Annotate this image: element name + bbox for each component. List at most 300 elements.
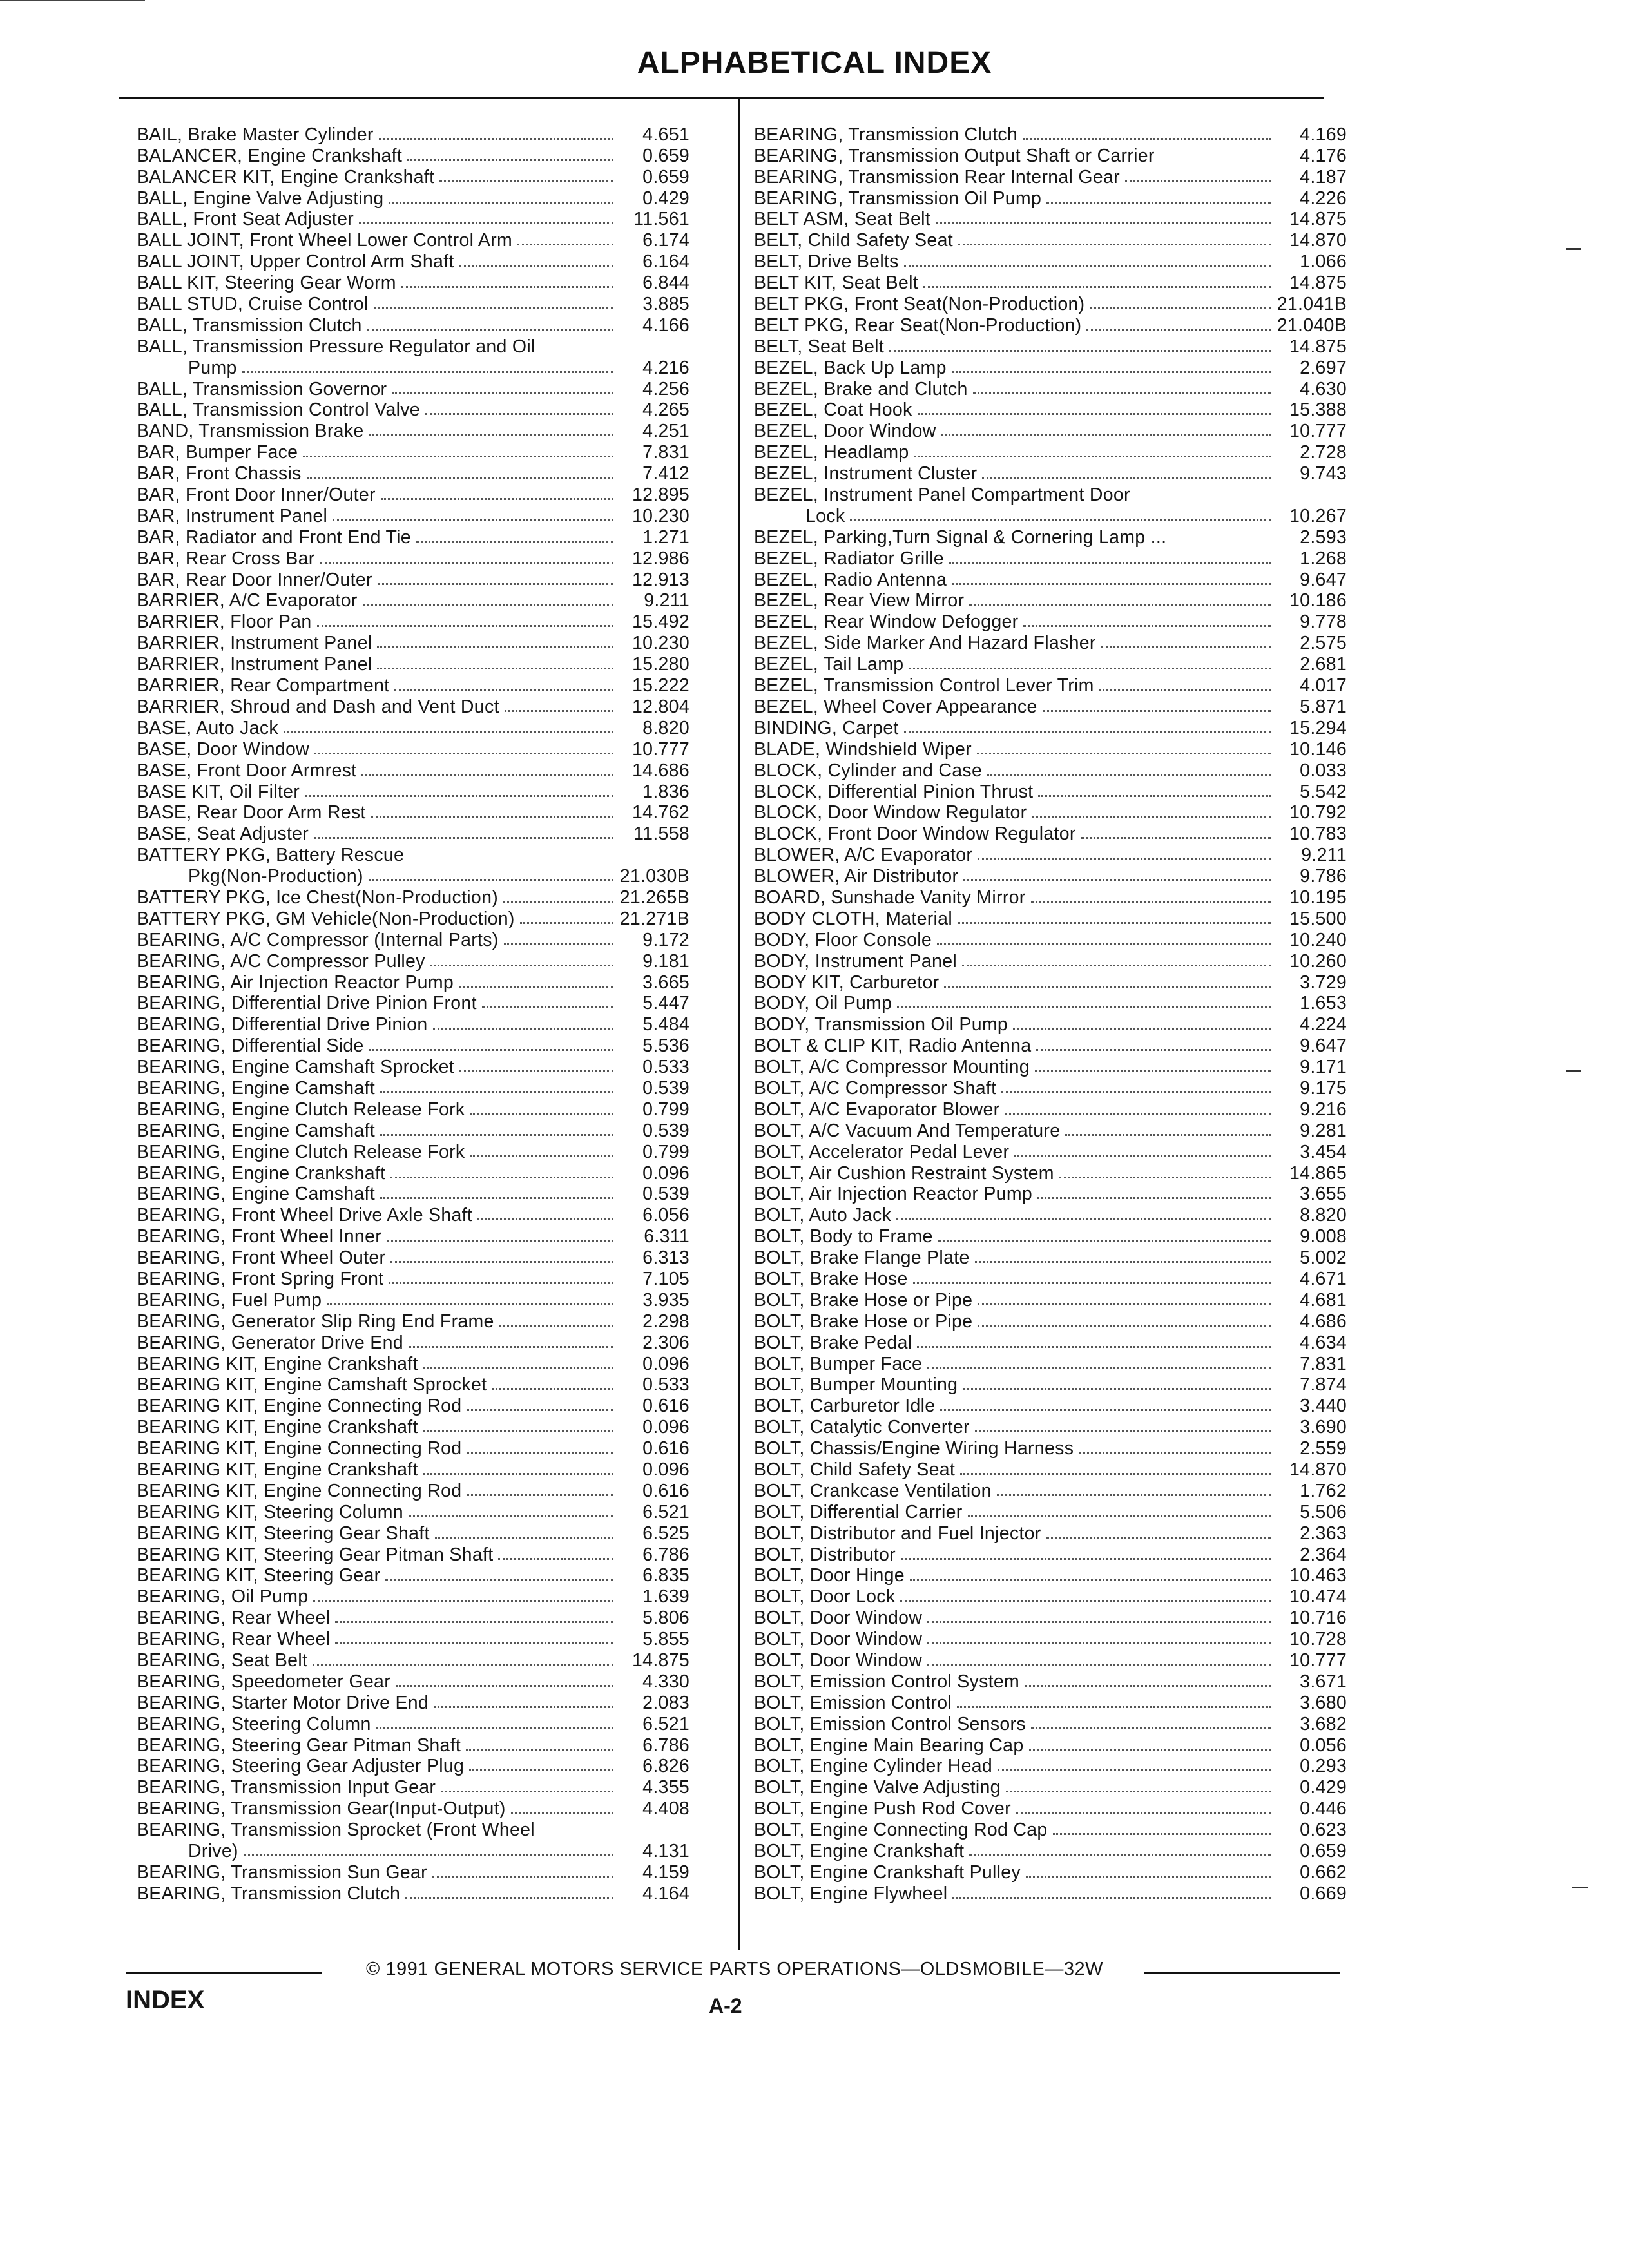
dot-leader (503, 901, 613, 903)
entry-label: BAIL, Brake Master Cylinder (137, 124, 374, 145)
dot-leader (389, 1282, 613, 1284)
entry-page-ref: 10.146 (1289, 738, 1347, 760)
entry-page-ref: 9.786 (1300, 866, 1347, 887)
entry-page-ref: 6.313 (642, 1247, 689, 1269)
index-entry (754, 187, 1347, 209)
index-entry (754, 272, 1347, 293)
entry-page-ref: 2.697 (1300, 357, 1347, 378)
entry-page-ref: 4.166 (642, 314, 689, 336)
dot-leader (952, 371, 1271, 373)
dot-leader (242, 371, 613, 373)
dot-leader (381, 498, 613, 500)
index-entry (754, 145, 1347, 166)
index-entry (754, 378, 1347, 399)
entry-label: BOLT, A/C Compressor Shaft (754, 1077, 997, 1099)
entry-label: BELT, Drive Belts (754, 251, 899, 273)
entry-page-ref: 4.651 (642, 124, 689, 145)
entry-page-ref: 0.659 (642, 166, 689, 187)
index-entry (137, 505, 689, 526)
entry-label: BEARING, Transmission Rear Internal Gear (754, 166, 1120, 187)
index-entry (754, 1374, 1347, 1396)
entry-page-ref: 10.230 (632, 633, 689, 654)
page-title: ALPHABETICAL INDEX (637, 46, 992, 80)
dot-leader (369, 879, 613, 881)
dot-leader (459, 1070, 613, 1072)
dot-leader (978, 1303, 1271, 1305)
entry-page-ref: 14.686 (632, 760, 689, 781)
index-entry (137, 696, 689, 717)
entry-page-ref: 21.041B (1277, 294, 1347, 315)
entry-label: BEZEL, Wheel Cover Appearance (754, 696, 1037, 717)
entry-label: BARRIER, Floor Pan (137, 611, 312, 633)
index-entry (137, 124, 689, 145)
index-entry (754, 993, 1347, 1014)
dot-leader (405, 1897, 613, 1899)
entry-page-ref: 3.454 (1300, 1141, 1347, 1162)
entry-page-ref: 7.831 (642, 442, 689, 463)
entry-page-ref: 15.294 (1289, 717, 1347, 738)
entry-label: BEARING, Transmission Sprocket (Front Wheel (137, 1820, 535, 1841)
index-entry (754, 865, 1347, 887)
entry-page-ref: 15.222 (632, 675, 689, 697)
entry-page-ref: 0.096 (642, 1353, 689, 1374)
index-entry (754, 844, 1347, 865)
entry-label: BALL, Transmission Control Valve (137, 399, 420, 421)
copyright-notice: © 1991 GENERAL MOTORS SERVICE PARTS OPERATIONS—OLDSMOBILE—32W (366, 1959, 1103, 1979)
dot-leader (936, 222, 1271, 224)
entry-page-ref: 4.224 (1300, 1014, 1347, 1035)
index-entry (754, 1353, 1347, 1374)
entry-label: BEARING KIT, Engine Connecting Rod (137, 1396, 462, 1417)
entry-page-ref: 3.682 (1300, 1713, 1347, 1735)
index-entry (754, 1735, 1347, 1756)
entry-label: BAR, Front Door Inner/Outer (137, 485, 376, 506)
entry-label: BOLT, Brake Flange Plate (754, 1247, 970, 1269)
page-number: A-2 (709, 1994, 742, 2017)
entry-label: BEZEL, Back Up Lamp (754, 357, 947, 378)
entry-label: BELT KIT, Seat Belt (754, 273, 918, 294)
entry-page-ref: 3.671 (1300, 1671, 1347, 1692)
entry-page-ref: 6.521 (642, 1713, 689, 1735)
dot-leader (997, 1494, 1271, 1496)
entry-label: BOLT, Catalytic Converter (754, 1417, 970, 1438)
entry-label: BEARING KIT, Engine Connecting Rod (137, 1480, 462, 1501)
entry-label: BOLT, Engine Cylinder Head (754, 1756, 993, 1777)
entry-label: BEARING, Transmission Clutch (754, 124, 1018, 145)
dot-leader (1031, 901, 1271, 903)
entry-page-ref: 15.500 (1289, 908, 1347, 929)
entry-page-ref: 6.835 (642, 1565, 689, 1586)
entry-label: BATTERY PKG, GM Vehicle(Non-Production) (137, 908, 515, 929)
index-entry (754, 124, 1347, 145)
entry-label: BEZEL, Radiator Grille (754, 548, 944, 569)
dot-leader (459, 986, 613, 988)
entry-page-ref: 0.533 (642, 1374, 689, 1396)
index-entry (137, 1798, 689, 1819)
dot-leader (913, 1282, 1271, 1284)
index-entry (137, 336, 689, 357)
entry-page-ref: 5.447 (642, 993, 689, 1014)
entry-page-ref: 4.634 (1300, 1332, 1347, 1353)
dot-leader (904, 731, 1271, 733)
entry-page-ref: 0.293 (1300, 1756, 1347, 1777)
entry-label: Pump (188, 357, 237, 378)
entry-page-ref: 6.826 (642, 1756, 689, 1777)
entry-label: BEARING, Transmission Input Gear (137, 1777, 436, 1798)
dot-leader (1032, 816, 1271, 818)
dot-leader (367, 329, 613, 331)
entry-label: BALL, Transmission Governor (137, 378, 387, 399)
index-entry (137, 378, 689, 399)
entry-page-ref: 4.256 (642, 378, 689, 399)
entry-label: BOLT, Body to Frame (754, 1226, 933, 1247)
dot-leader (459, 265, 613, 267)
dot-leader (520, 922, 613, 924)
dot-leader (896, 1218, 1271, 1220)
dot-leader (504, 943, 613, 945)
entry-page-ref: 2.593 (1300, 526, 1347, 548)
dot-leader (918, 413, 1271, 415)
index-entry (137, 1374, 689, 1396)
dot-leader (1006, 1791, 1271, 1792)
index-entry (137, 1501, 689, 1523)
entry-label: BALL, Transmission Pressure Regulator and Oil (137, 336, 535, 357)
index-entry (137, 1184, 689, 1205)
entry-page-ref: 2.559 (1300, 1438, 1347, 1459)
entry-page-ref: 4.169 (1300, 124, 1347, 145)
entry-page-ref: 0.539 (642, 1184, 689, 1205)
entry-page-ref: 2.306 (642, 1332, 689, 1353)
dot-leader (914, 456, 1271, 457)
entry-label: BEARING, Transmission Gear(Input-Output) (137, 1798, 506, 1820)
dot-leader (314, 753, 613, 754)
entry-label: BEARING KIT, Engine Crankshaft (137, 1353, 418, 1374)
entry-page-ref: 2.083 (642, 1692, 689, 1713)
entry-label: BEZEL, Tail Lamp (754, 654, 904, 675)
index-entry (137, 399, 689, 421)
index-entry (754, 399, 1347, 421)
entry-label: BODY, Transmission Oil Pump (754, 1014, 1008, 1035)
entry-page-ref: 6.164 (642, 251, 689, 273)
entry-page-ref: 9.778 (1300, 611, 1347, 633)
index-entry (754, 548, 1347, 569)
entry-page-ref: 9.216 (1300, 1099, 1347, 1120)
index-entry (137, 590, 689, 611)
index-entry (137, 929, 689, 950)
footer-rule-left (126, 1972, 322, 1974)
entry-page-ref: 1.066 (1300, 251, 1347, 273)
entry-page-ref: 0.096 (642, 1417, 689, 1438)
entry-page-ref: 15.388 (1289, 399, 1347, 421)
entry-label: BEZEL, Rear View Mirror (754, 590, 965, 611)
entry-label: BOLT, Brake Hose or Pipe (754, 1311, 973, 1332)
entry-label: BEARING, Fuel Pump (137, 1289, 322, 1311)
entry-page-ref: 4.681 (1300, 1289, 1347, 1311)
dot-leader (377, 646, 613, 648)
index-entry (137, 187, 689, 209)
entry-page-ref: 1.639 (642, 1586, 689, 1608)
entry-label: BEARING KIT, Engine Crankshaft (137, 1417, 418, 1438)
dot-leader (361, 774, 613, 776)
entry-page-ref: 3.655 (1300, 1184, 1347, 1205)
entry-page-ref: 0.616 (642, 1438, 689, 1459)
index-entry (137, 653, 689, 675)
entry-page-ref: 10.267 (1289, 505, 1347, 526)
dot-leader (949, 562, 1271, 564)
index-entry (137, 145, 689, 166)
index-entry (137, 1162, 689, 1184)
entry-page-ref: 1.268 (1300, 548, 1347, 569)
entry-label: BELT PKG, Front Seat(Non-Production) (754, 294, 1085, 315)
dot-leader (1016, 1812, 1271, 1814)
entry-label: BOLT, Emission Control System (754, 1671, 1020, 1692)
entry-label: BOLT, Door Hinge (754, 1565, 905, 1586)
dot-leader (467, 1452, 613, 1454)
dot-leader (1101, 646, 1271, 648)
dot-leader (441, 1791, 613, 1792)
index-entry (754, 1416, 1347, 1437)
index-entry (137, 1883, 689, 1904)
index-entry (754, 441, 1347, 463)
entry-label: BALANCER, Engine Crankshaft (137, 145, 403, 166)
index-entry (137, 1077, 689, 1099)
index-entry (754, 293, 1347, 314)
entry-label: BAR, Radiator and Front End Tie (137, 526, 411, 548)
entry-page-ref: 9.647 (1300, 569, 1347, 590)
entry-page-ref: 2.681 (1300, 654, 1347, 675)
entry-label: BEARING, Air Injection Reactor Pump (137, 972, 454, 993)
dot-leader (498, 1558, 613, 1560)
entry-page-ref: 9.281 (1300, 1120, 1347, 1141)
top-edge-mark (0, 0, 145, 1)
entry-page-ref: 4.671 (1300, 1268, 1347, 1289)
dot-leader (380, 1134, 613, 1136)
entry-label: BEARING, Steering Gear Adjuster Plug (137, 1756, 465, 1777)
entry-label: BEARING, Transmission Sun Gear (137, 1861, 427, 1883)
entry-page-ref: 5.855 (642, 1629, 689, 1650)
entry-label: BALL KIT, Steering Gear Worm (137, 273, 396, 294)
entry-label: BEARING, Transmission Oil Pump (754, 187, 1042, 209)
entry-page-ref: 6.786 (642, 1544, 689, 1565)
dot-leader (423, 1473, 613, 1475)
entry-label: BOLT, Bumper Mounting (754, 1374, 958, 1396)
entry-label: Pkg(Non-Production) (188, 866, 363, 887)
entry-page-ref: 5.002 (1300, 1247, 1347, 1269)
index-entry (754, 1289, 1347, 1311)
entry-page-ref: 1.271 (642, 526, 689, 548)
dot-leader (975, 1430, 1271, 1432)
dot-leader (1036, 1049, 1271, 1051)
dot-leader (369, 1049, 613, 1051)
entry-label: BASE, Auto Jack (137, 717, 278, 738)
dot-leader (897, 1006, 1271, 1008)
dot-leader (432, 1876, 613, 1878)
dot-leader (430, 965, 613, 966)
dot-leader (941, 434, 1271, 436)
index-entry (137, 1035, 689, 1056)
index-entry (137, 166, 689, 187)
entry-page-ref: 8.820 (642, 717, 689, 738)
entry-page-ref: 3.680 (1300, 1692, 1347, 1713)
index-entry (754, 1628, 1347, 1649)
entry-label: BLOCK, Differential Pinion Thrust (754, 781, 1034, 802)
entry-label: BEZEL, Transmission Control Lever Trim (754, 675, 1094, 697)
index-entry (137, 823, 689, 844)
dot-leader (477, 1218, 613, 1220)
entry-page-ref: 10.195 (1289, 887, 1347, 908)
entry-label: BEARING, Engine Camshaft (137, 1077, 375, 1099)
entry-page-ref: 6.521 (642, 1501, 689, 1523)
index-entry (137, 1671, 689, 1692)
index-entry (754, 1883, 1347, 1904)
index-entry (754, 1311, 1347, 1332)
entry-label: BOLT, Brake Hose or Pipe (754, 1289, 973, 1311)
dot-leader (327, 1303, 613, 1305)
dot-leader (998, 1769, 1271, 1771)
dot-leader (1005, 1113, 1271, 1115)
entry-label: BAR, Bumper Face (137, 442, 298, 463)
entry-label: BEARING, Engine Clutch Release Fork (137, 1141, 465, 1162)
index-entry (754, 760, 1347, 781)
dot-leader (423, 1367, 613, 1369)
entry-page-ref: 2.363 (1300, 1523, 1347, 1544)
dot-leader (1023, 138, 1271, 140)
index-entry (137, 463, 689, 484)
dot-leader (927, 1642, 1271, 1644)
dot-leader (359, 222, 613, 224)
entry-label: BARRIER, A/C Evaporator (137, 590, 358, 611)
index-entry (137, 569, 689, 590)
entry-label: BALANCER KIT, Engine Crankshaft (137, 166, 435, 187)
index-entry (137, 1840, 689, 1861)
entry-label: BALL, Engine Valve Adjusting (137, 187, 384, 209)
dot-leader (369, 434, 613, 436)
dot-leader (469, 1769, 613, 1771)
entry-label: BOLT, Brake Pedal (754, 1332, 912, 1353)
dot-leader (466, 1749, 613, 1751)
index-entry (754, 229, 1347, 251)
index-entry (137, 1735, 689, 1756)
index-entry (137, 1395, 689, 1416)
entry-label: BASE, Front Door Armrest (137, 760, 357, 781)
entry-page-ref: 12.804 (632, 696, 689, 717)
index-entry (137, 908, 689, 929)
dot-leader (317, 625, 614, 627)
index-entry (754, 505, 1347, 526)
dot-leader (511, 1812, 613, 1814)
entry-page-ref: 10.260 (1289, 950, 1347, 972)
entry-page-ref: 4.355 (642, 1777, 689, 1798)
entry-label: BLOCK, Door Window Regulator (754, 802, 1027, 823)
entry-page-ref: 9.175 (1300, 1077, 1347, 1099)
index-entry (754, 1501, 1347, 1523)
index-entry (754, 484, 1347, 505)
dot-leader (470, 1113, 613, 1115)
entry-label: BEARING KIT, Steering Gear Shaft (137, 1523, 430, 1544)
index-entry (137, 1776, 689, 1798)
entry-page-ref: 6.174 (642, 230, 689, 251)
entry-label: BALL STUD, Cruise Control (137, 294, 369, 315)
dot-leader (1001, 1091, 1271, 1093)
section-label: INDEX (126, 1986, 205, 2014)
index-entry (137, 314, 689, 336)
entry-label: BLOWER, Air Distributor (754, 866, 959, 887)
dot-leader (379, 138, 613, 140)
dot-leader (958, 244, 1271, 245)
entry-label: BOLT, Accelerator Pedal Lever (754, 1141, 1010, 1162)
dot-leader (944, 986, 1271, 988)
entry-page-ref: 0.616 (642, 1480, 689, 1501)
dot-leader (910, 1579, 1271, 1581)
entry-label: BEARING, Engine Camshaft (137, 1120, 375, 1141)
entry-page-ref: 10.783 (1289, 823, 1347, 845)
entry-label: BOLT, Chassis/Engine Wiring Harness (754, 1438, 1074, 1459)
dot-leader (371, 816, 613, 818)
dot-leader (313, 1600, 613, 1602)
dot-leader (303, 456, 613, 457)
entry-page-ref: 14.762 (632, 802, 689, 823)
dot-leader (394, 689, 613, 691)
entry-page-ref: 9.211 (1301, 845, 1347, 866)
index-entry (137, 675, 689, 696)
entry-page-ref: 4.159 (642, 1861, 689, 1883)
dot-leader (909, 668, 1271, 669)
index-entry (137, 887, 689, 908)
entry-page-ref: 9.743 (1300, 463, 1347, 485)
entry-page-ref: 7.874 (1300, 1374, 1347, 1396)
dot-leader (467, 1494, 613, 1496)
entry-page-ref: 14.875 (632, 1650, 689, 1671)
entry-label: BATTERY PKG, Ice Chest(Non-Production) (137, 887, 499, 908)
entry-label: BAND, Transmission Brake (137, 421, 364, 442)
entry-page-ref: 5.484 (642, 1014, 689, 1035)
dot-leader (1013, 1028, 1271, 1030)
dot-leader (1090, 307, 1271, 309)
dot-leader (409, 1346, 613, 1348)
dot-leader (952, 583, 1271, 585)
entry-label: BAR, Rear Door Inner/Outer (137, 569, 372, 590)
index-entry (137, 209, 689, 230)
index-entry (137, 1416, 689, 1437)
entry-label: BINDING, Carpet (754, 717, 899, 738)
entry-page-ref: 10.728 (1289, 1629, 1347, 1650)
dot-leader (425, 413, 613, 415)
entry-page-ref: 7.105 (642, 1268, 689, 1289)
dot-leader (396, 1685, 613, 1687)
entry-label: BEARING, Front Wheel Inner (137, 1226, 382, 1247)
entry-label: BOLT, Door Window (754, 1650, 923, 1671)
index-entry (137, 1120, 689, 1141)
entry-page-ref: 14.875 (1289, 273, 1347, 294)
entry-page-ref: 8.820 (1300, 1205, 1347, 1226)
entry-label: BOLT, Engine Crankshaft Pulley (754, 1861, 1021, 1883)
index-entry (754, 675, 1347, 696)
entry-page-ref: 0.056 (1300, 1735, 1347, 1756)
index-entry (137, 1692, 689, 1713)
index-entry (137, 950, 689, 972)
entry-page-ref: 9.171 (1300, 1057, 1347, 1078)
dot-leader (380, 1091, 613, 1093)
entry-page-ref: 0.539 (642, 1120, 689, 1141)
entry-label: BEZEL, Headlamp (754, 442, 909, 463)
entry-page-ref: 4.187 (1300, 166, 1347, 187)
index-entry (754, 1692, 1347, 1713)
entry-page-ref: 0.539 (642, 1077, 689, 1099)
dot-leader (987, 774, 1271, 776)
index-entry (754, 1056, 1347, 1077)
entry-page-ref: 2.298 (642, 1311, 689, 1332)
entry-label: BEARING KIT, Engine Camshaft Sprocket (137, 1374, 487, 1396)
